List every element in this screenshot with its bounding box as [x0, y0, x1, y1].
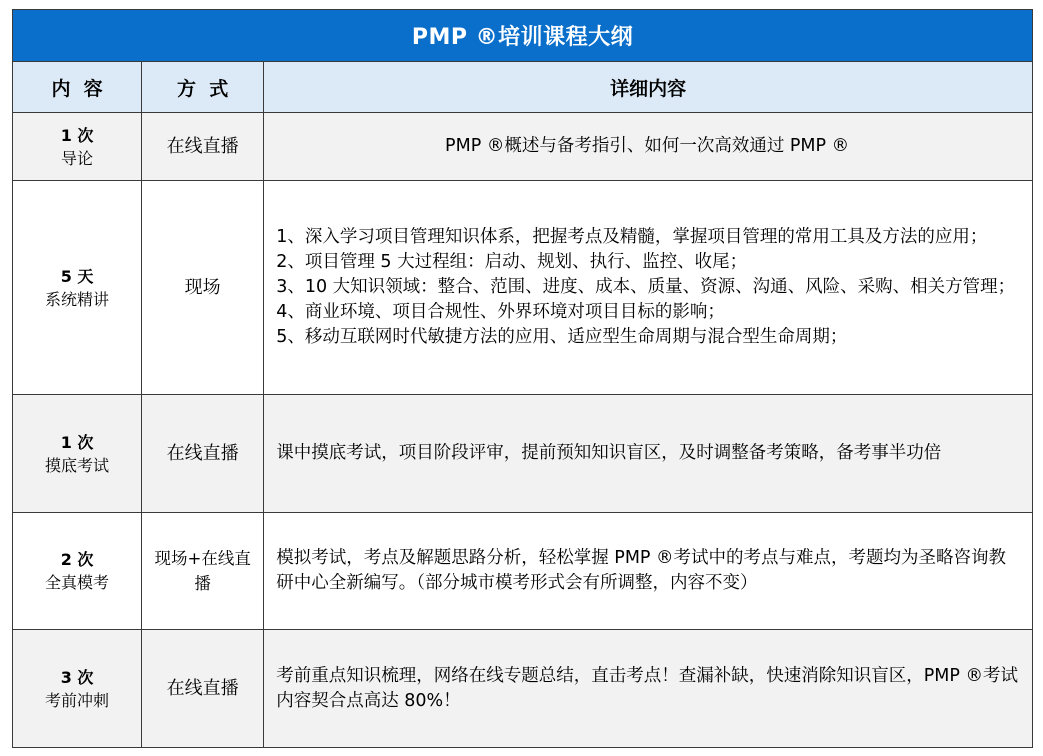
detail-line: 2、项目管理 5 大过程组：启动、规划、执行、监控、收尾；	[276, 252, 748, 272]
detail-line: 3、10 大知识领域：整合、范围、进度、成本、质量、资源、沟通、风险、采购、相关方管理；	[276, 277, 1016, 297]
course-outline-table-wrapper	[12, 9, 1033, 748]
session-count: 2 次	[60, 550, 94, 569]
course-outline-table	[12, 9, 1033, 748]
detail-line: 模拟考试，考点及解题思路分析，轻松掌握 PMP ®考试中的考点与难点，考题均为圣略咨询教研中心全新编写。（部分城市模考形式会有所调整，内容不变）	[276, 548, 1007, 593]
session-topic: 导论	[61, 148, 94, 168]
row-content-cell	[13, 513, 142, 630]
session-count: 5 天	[60, 266, 94, 286]
table-row	[13, 513, 1033, 630]
session-mode: 现场	[142, 181, 264, 395]
session-count: 3 次	[60, 667, 94, 687]
detail-line: 1、深入学习项目管理知识体系，把握考点及精髓，掌握项目管理的常用工具及方法的应用；	[276, 227, 988, 247]
session-count: 1 次	[60, 432, 94, 452]
session-topic: 系统精讲	[45, 289, 110, 309]
detail-line: 课中摸底考试，项目阶段评审，提前预知知识盲区，及时调整备考策略，备考事半功倍	[276, 443, 942, 463]
detail-line: 考前重点知识梳理，网络在线专题总结，直击考点！查漏补缺，快速消除知识盲区，PMP ®考试内容契合点高达 80%！	[276, 665, 1018, 711]
table-header-row	[13, 62, 1033, 113]
session-topic: 全真模考	[45, 573, 110, 592]
table-title: PMP ®培训课程大纲	[13, 10, 1033, 62]
row-content-cell	[13, 113, 142, 181]
header-mode: 方 式	[142, 62, 264, 113]
session-detail	[264, 630, 1033, 748]
row-content-cell	[13, 181, 142, 395]
table-row	[13, 395, 1033, 513]
session-count: 1 次	[60, 125, 94, 145]
session-topic: 考前冲刺	[45, 690, 110, 710]
session-topic: 摸底考试	[45, 455, 110, 475]
table-row	[13, 181, 1033, 395]
session-mode: 在线直播	[142, 395, 264, 513]
session-detail	[264, 513, 1033, 630]
session-mode: 在线直播	[142, 630, 264, 748]
detail-line: PMP ®概述与备考指引、如何一次高效通过 PMP ®	[445, 136, 850, 156]
detail-line: 5、移动互联网时代敏捷方法的应用、适应型生命周期与混合型生命周期；	[276, 327, 848, 347]
table-title-row	[13, 10, 1033, 62]
table-row	[13, 630, 1033, 748]
row-content-cell	[13, 395, 142, 513]
session-mode: 现场+在线直播	[142, 513, 264, 630]
detail-line: 4、商业环境、项目合规性、外界环境对项目目标的影响；	[276, 302, 725, 322]
table-row	[13, 113, 1033, 181]
session-detail	[264, 395, 1033, 513]
session-detail	[264, 113, 1033, 181]
session-detail	[264, 181, 1033, 395]
row-content-cell	[13, 630, 142, 748]
header-detail: 详细内容	[264, 62, 1033, 113]
session-mode: 在线直播	[142, 113, 264, 181]
header-content: 内 容	[13, 62, 142, 113]
